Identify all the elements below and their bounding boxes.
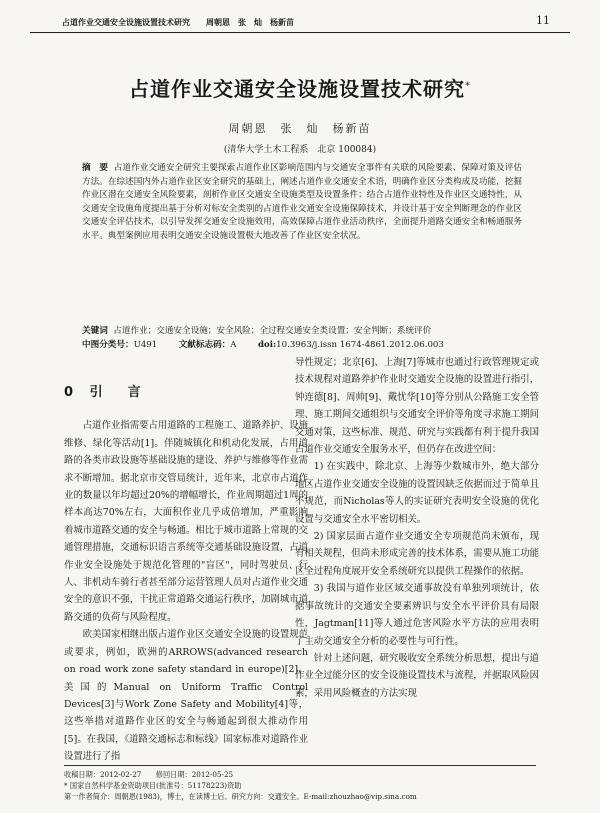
section-number: 0 — [64, 385, 80, 400]
body-paragraph: 导性规定；北京[6]、上海[7]等城市也通过行政管理规定或技术规程对道路养护作业时交通安全设施的设置进行指引，钟连德[8]、周帅[9]、戴忧华[10]等分别从公路施工安全管理、施工期间交通组织与交通安全评价等角度寻求施工期间交通对策，这些标准、规范、研究与实践都有利于提升我国占道作业交通安全服务水平，但仍存在改进空间： — [295, 357, 539, 456]
body-paragraph: 3) 我国与道作业区域交通事故没有单独列项统计，依据事故统计的交通安全要素辨识与安全水平评价具有局限性，Jagtman[11]等人通过危害风险水平方法的应用表明了主动交通安全分析的必要性与可行性。 — [295, 583, 539, 647]
title-footnote-mark: * — [465, 80, 471, 92]
affiliation: (清华大学土木工程系 北京 100084) — [223, 145, 377, 155]
footnote-author: 第一作者简介：周朝恩(1983)，博士，在读博士后。研究方向：交通安全。E-mail:zhouzhao@vip.sina.com — [64, 792, 417, 801]
keywords-text: 占道作业；交通安全设施；安全风险；全过程交通安全类设置；安全判断；系统评价 — [113, 326, 432, 336]
paper-title — [0, 73, 600, 102]
running-header — [30, 10, 570, 33]
authors: 周朝恩 张 灿 杨新苗 — [228, 122, 372, 135]
doc-code-label: 文献标志码： — [178, 340, 231, 350]
abstract-label: 摘 要 — [82, 163, 109, 173]
body-paragraph: 1) 在实践中，除北京、上海等少数城市外，绝大部分地区占道作业交通安全设施的设置因缺乏依据而过于简单且不规范，而Nicholas等人的实证研究表明安全设施的优化设置与交通安全水平密切相关。 — [295, 461, 539, 525]
section-heading — [64, 384, 308, 401]
right-column — [295, 354, 539, 702]
clc-value: U491 — [133, 340, 158, 350]
body-paragraph: 欧美国家相继出版占道作业区交通安全设施的设置规范或要求，例如，欧洲的ARROWS(advanced research on road work zone safety standard in europe)[2]，美国的Manual on Uniform Traffic Control Devices[3]与Work Zone Safety and Mobility[4]等，这些举措对道路作业区的安全与畅通起到很大推动作用[5]。在我国，《道路交通标志和标线》国家标准对道路作业设置进行了指 — [64, 629, 308, 763]
keywords-label: 关键词 — [82, 326, 108, 336]
doi-label: doi: — [257, 340, 277, 350]
doi-value: 10.3963/j.issn 1674-4861.2012.06.003 — [276, 340, 444, 350]
classification-line — [82, 339, 522, 352]
abstract-text: 占道作业交通安全研究主要探索占道作业区影响范围内与交通安全事件有关联的风险要素、保障对策及评估方法。在综述国内外占道作业区安全研究的基础上，阐述占道作业交通安全术语，明确作业区分类构成及功能，挖掘作业区潜在交通安全风险要素，剖析作业区交通安全设施类型及设置条件；结合占道作业特性及作业区交通特性，从交通安全设施角度提出基于分析对标安全类别的占道作业交通安全设施保障技术，并设计基于安全判断理念的作业区交通安全评估技术，以引导发挥交通安全设施效用，高效保障占道作业活动秩序，全面提升道路交通安全和畅通服务水平。典型案例应用表明交通安全设施设置极大地改善了作业区安全状况。 — [82, 163, 522, 241]
running-title: 占道作业交通安全设施设置技术研究 周朝恩 张 灿 杨新苗 — [62, 17, 294, 27]
abstract — [82, 162, 522, 244]
keywords — [82, 325, 522, 338]
section-title: 引 言 — [89, 385, 147, 400]
footnote-dates: 收稿日期：2012-02-27 修回日期：2012-05-25 — [64, 770, 234, 779]
paper-title-text: 占道作业交通安全设施设置技术研究 — [129, 77, 465, 101]
body-paragraph: 2) 国家层面占道作业交通安全专项规范尚未颁布，现有相关规程，但尚未形成完善的技术体系，需要从施工功能区全过程角度展开安全系统研究以提供工程操作的依据。 — [295, 531, 539, 577]
page-number: 11 — [536, 14, 550, 27]
footnote-funding: * 国家自然科学基金资助项目(批准号：51178223)资助 — [64, 781, 242, 790]
footnotes — [64, 765, 536, 802]
body-paragraph: 针对上述问题，研究吸收安全系统分析思想，提出与道作业全过能分区的安全设施设置技术与流程，并据取风险因素，采用风险概查的方法实现 — [295, 652, 539, 699]
left-column — [64, 354, 308, 766]
body-paragraph: 占道作业指需要占用道路的工程施工、道路养护、设施维修、绿化等活动[1]。伴随城镇化和机动化发展，占用道路的各类市政设施等基础设施的建设、养护与维修等作业需求不断增加。据北京市交管局统计，近年来，北京市占道作业的数量以年均超过20%的增幅增长，作业周期超过1周的样本高达70%左右，大面积作业几乎成倍增加，严重影响着城市道路交通的安全与畅通。相比于城市道路上常规的交通管理措施，交通标识语言系统等交通基础设施设置，占道作业安全设施处于规范化管理的"盲区"，同时驾驶员、行人、非机动车骑行者甚至部分运营管理人员对占道作业交通安全的意识不强，干扰正常道路交通运行秩序，加剧城市道路交通的负荷与风险程度。 — [64, 420, 308, 623]
clc-label: 中图分类号： — [82, 340, 134, 350]
doc-code-value: A — [230, 340, 237, 350]
